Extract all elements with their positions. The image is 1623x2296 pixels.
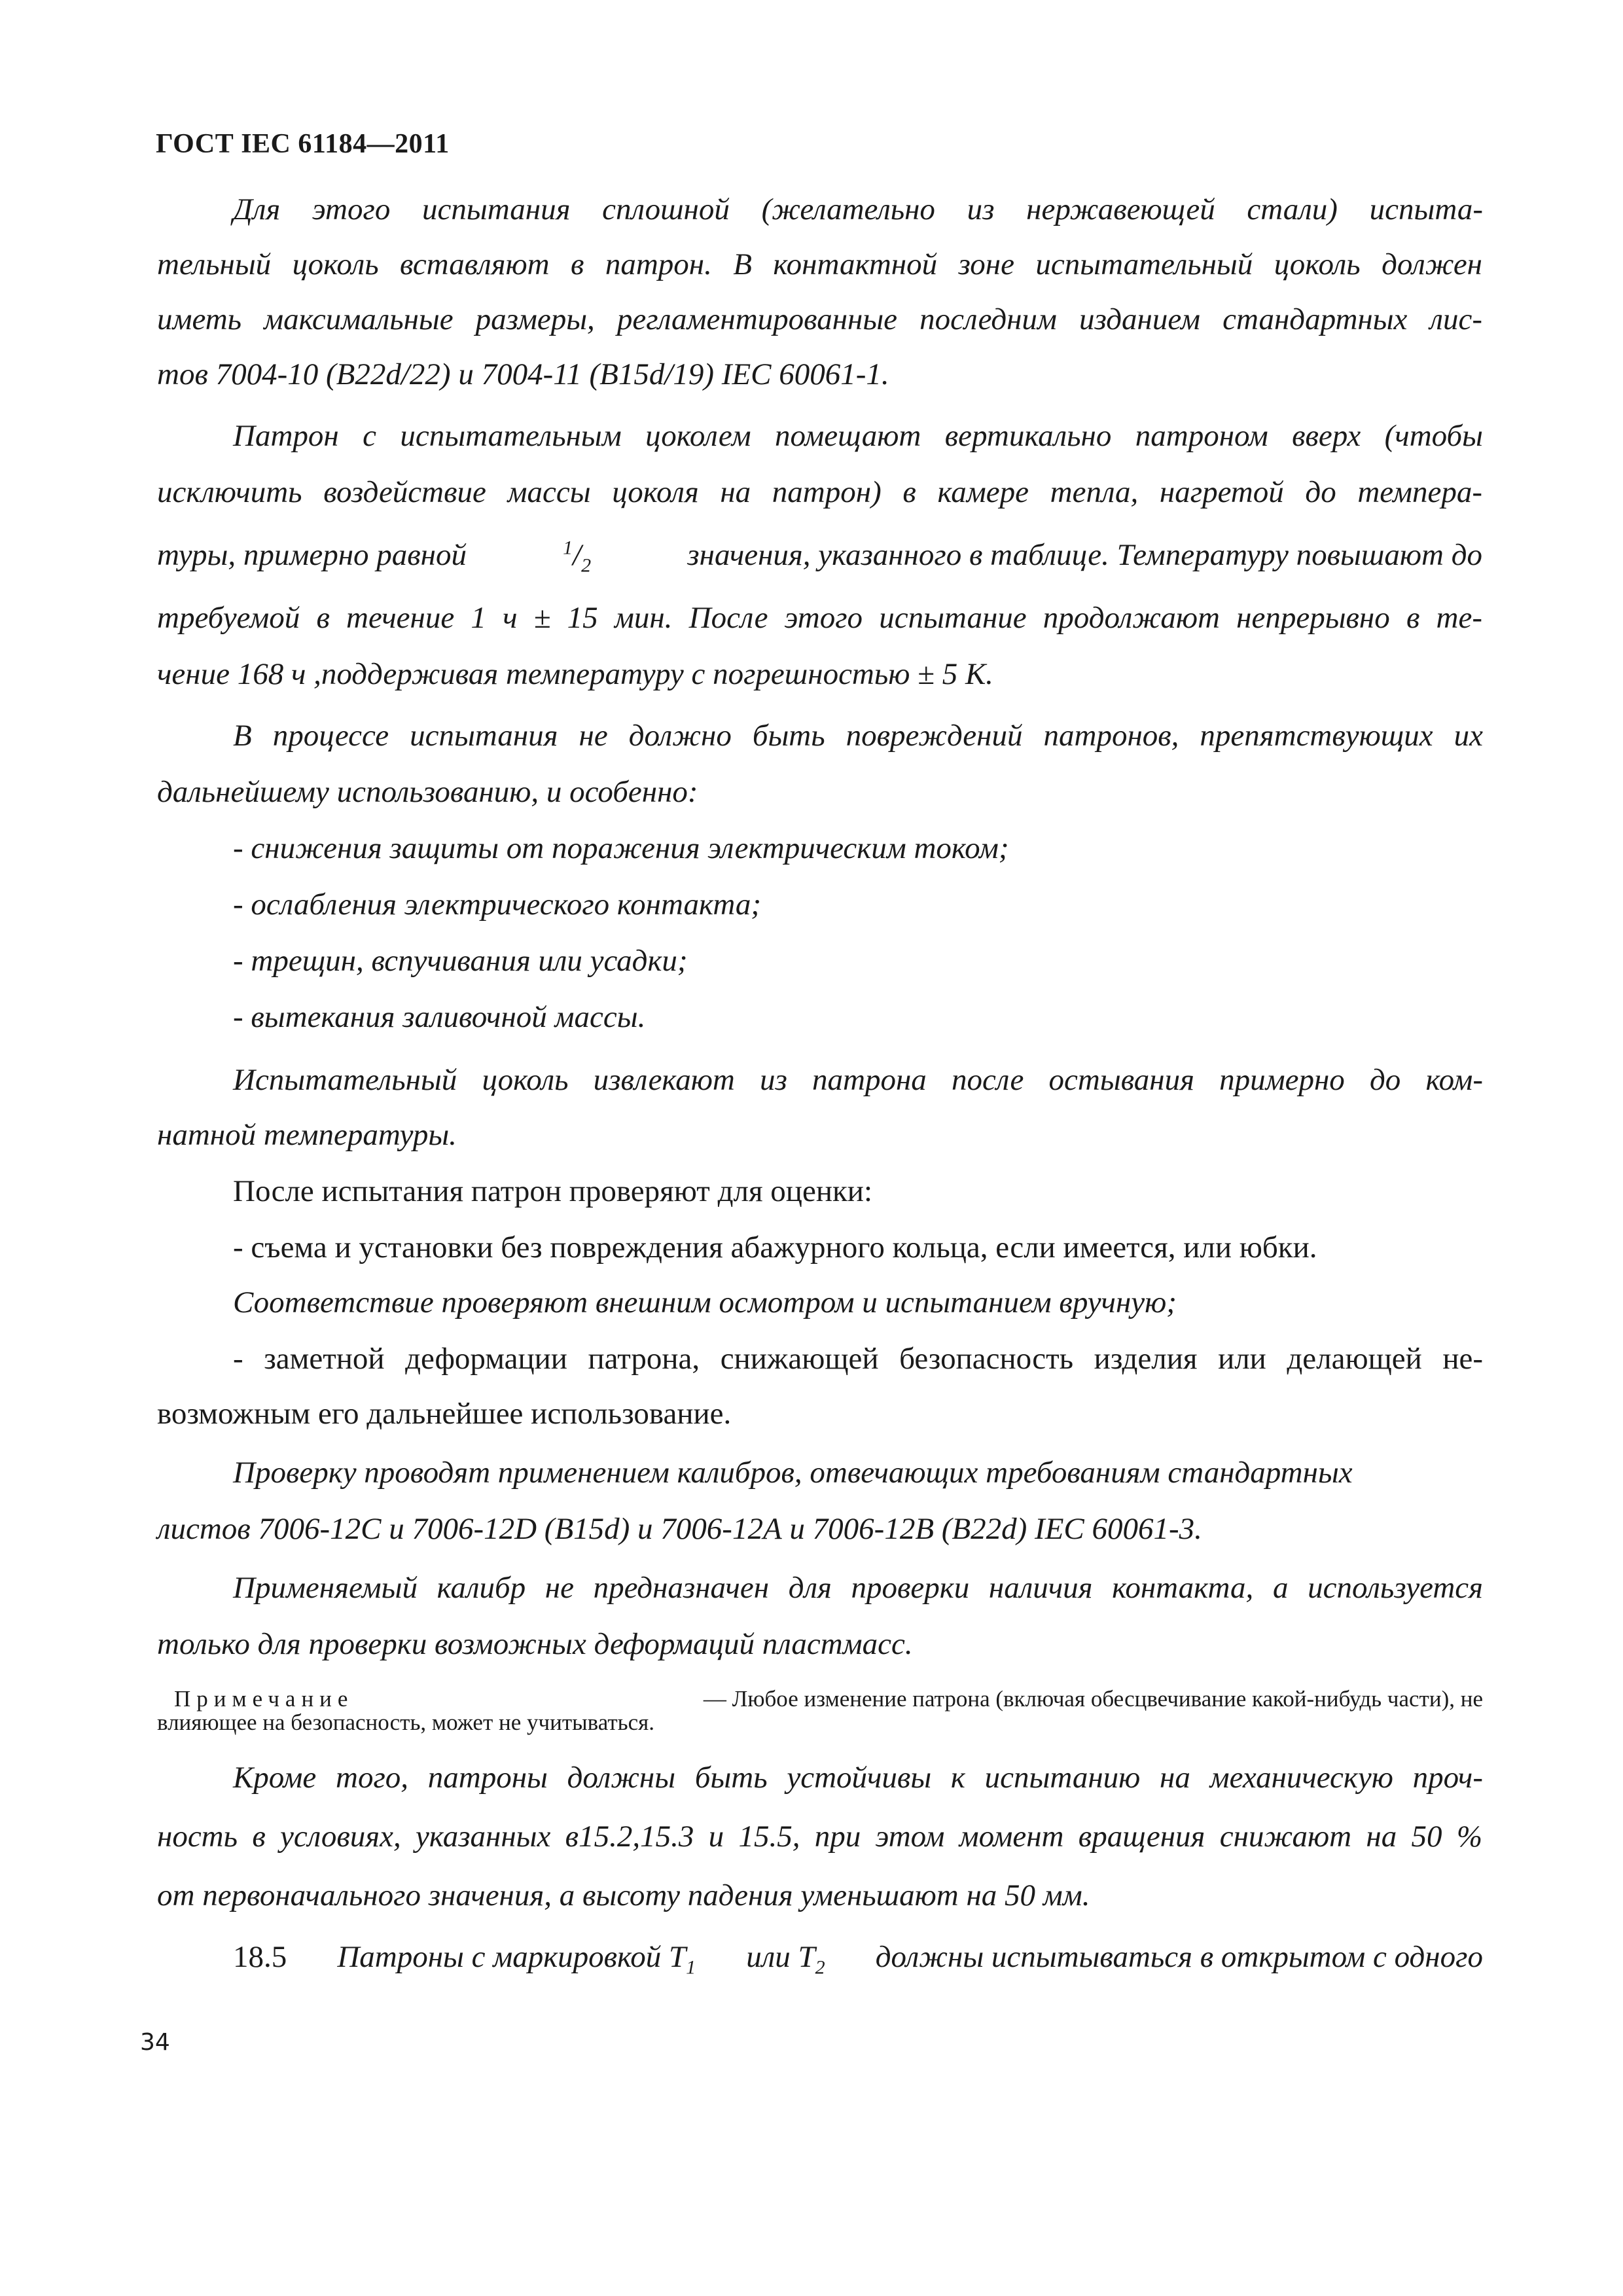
- paragraph-line: иметь максимальные размеры, регламентированные последним изданием стандартных лис-: [157, 302, 1482, 336]
- section-number: 18.5: [233, 1940, 287, 1974]
- paragraph-line: Проверку проводят применением калибров, отвечающих требованиям стандартных: [233, 1456, 1353, 1490]
- paragraph-line: требуемой в течение 1 ч ± 15 мин. После этого испытание продолжают непрерывно в те-: [157, 601, 1482, 635]
- note-text: — Любое изменение патрона (включая обесцвечивание какой-нибудь части), не: [703, 1686, 1483, 1712]
- line-text: туры, примерно равной: [157, 538, 467, 572]
- paragraph-line: Для этого испытания сплошной (желательно из нержавеющей стали) испыта-: [233, 192, 1483, 226]
- line-text-part: Патроны с маркировкой T: [337, 1940, 687, 1974]
- note-label: Примечание: [174, 1686, 354, 1712]
- section-18-5-line: [233, 1937, 1483, 1977]
- paragraph-line: дальнейшему использованию, и особенно:: [157, 775, 698, 809]
- paragraph-line: Соответствие проверяют внешним осмотром и испытанием вручную;: [233, 1285, 1177, 1319]
- paragraph-line: тельный цоколь вставляют в патрон. В контактной зоне испытательный цоколь должен: [157, 247, 1482, 281]
- paragraph-line-fraction: [157, 535, 1482, 575]
- list-item: - съема и установки без повреждения абажурного кольца, если имеется, или юбки.: [233, 1230, 1317, 1265]
- list-item: - трещин, вспучивания или усадки;: [233, 944, 688, 978]
- line-text-part: или T: [746, 1940, 815, 1974]
- paragraph-line: листов 7006-12С и 7006-12D (B15d) и 7006-12А и 7006-12В (B22d) IEC 60061-3.: [157, 1512, 1202, 1546]
- fraction-one-half: $^1/_2$: [563, 537, 592, 577]
- paragraph-line: Кроме того, патроны должны быть устойчивы к испытанию на механическую проч-: [233, 1761, 1483, 1795]
- subscript: 2: [815, 1956, 825, 1979]
- list-item: - вытекания заливочной массы.: [233, 1000, 646, 1034]
- paragraph-line: от первоначального значения, а высоту падения уменьшают на 50 мм.: [157, 1878, 1090, 1912]
- paragraph-line: Патрон с испытательным цоколем помещают вертикально патроном вверх (чтобы: [233, 419, 1483, 453]
- paragraph-line: чение 168 ч ,поддерживая температуру с погрешностью ± 5 К.: [157, 657, 993, 691]
- fraction-numerator: 1: [563, 537, 573, 559]
- subscript: 1: [686, 1956, 696, 1979]
- note: [174, 1686, 1483, 1712]
- list-item: - снижения защиты от поражения электрическим током;: [233, 831, 1009, 865]
- paragraph-line: возможным его дальнейшее использование.: [157, 1397, 732, 1431]
- paragraph-line: натной температуры.: [157, 1118, 457, 1152]
- paragraph-line: Применяемый калибр не предназначен для проверки наличия контакта, а используется: [233, 1571, 1483, 1605]
- list-item: - заметной деформации патрона, снижающей безопасность изделия или делающей не-: [233, 1342, 1483, 1376]
- page-number: 34: [140, 2029, 170, 2056]
- paragraph-line: ность в условиях, указанных в15.2,15.3 и 15.5, при этом момент вращения снижают на 50 %: [157, 1820, 1482, 1854]
- paragraph-line: В процессе испытания не должно быть повреждений патронов, препятствующих их: [233, 719, 1483, 753]
- fraction-denominator: 2: [581, 554, 592, 577]
- paragraph-line: исключить воздействие массы цоколя на патрон) в камере тепла, нагретой до темпера-: [157, 475, 1482, 509]
- note-line: влияющее на безопасность, может не учитываться.: [157, 1710, 654, 1735]
- paragraph-line: только для проверки возможных деформаций пластмасс.: [157, 1627, 913, 1661]
- paragraph-line: тов 7004-10 (B22d/22) и 7004-11 (B15d/19) IEC 60061-1.: [157, 357, 889, 391]
- document-header: ГОСТ IEC 61184—2011: [156, 129, 450, 159]
- list-item: - ослабления электрического контакта;: [233, 888, 761, 922]
- paragraph-line: После испытания патрон проверяют для оценки:: [233, 1174, 873, 1208]
- line-text: значения, указанного в таблице. Температуру повышают до: [687, 538, 1482, 572]
- line-text: [337, 1937, 696, 1977]
- paragraph-line: Испытательный цоколь извлекают из патрона после остывания примерно до ком-: [233, 1063, 1483, 1097]
- line-text: [746, 1937, 825, 1977]
- line-text: должны испытываться в открытом с одного: [875, 1940, 1483, 1974]
